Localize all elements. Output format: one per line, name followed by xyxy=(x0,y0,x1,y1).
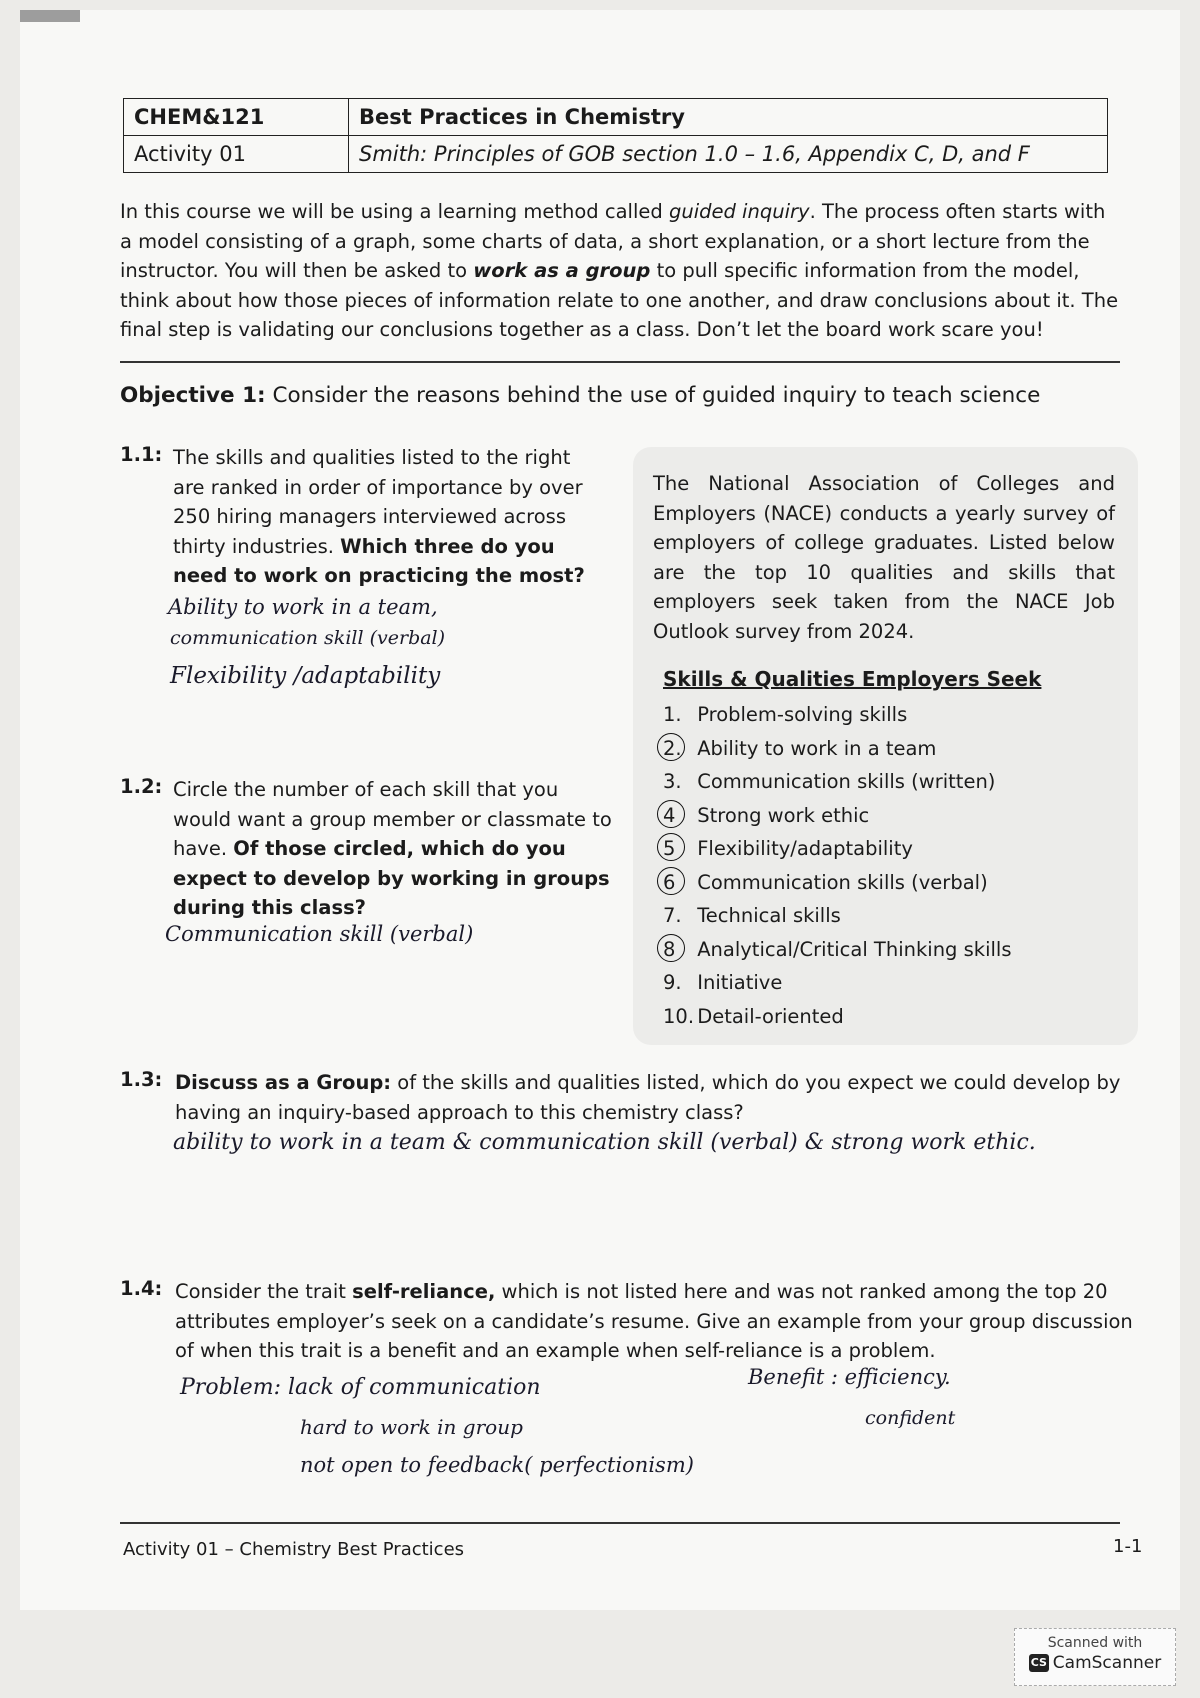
skill-label: Detail-oriented xyxy=(697,1004,844,1028)
skill-item xyxy=(663,971,1012,1005)
work-as-group-emphasis: work as a group xyxy=(473,259,651,282)
handwritten-answer: Benefit : efficiency. xyxy=(748,1365,951,1389)
skill-label: Flexibility/adaptability xyxy=(697,837,913,860)
camscanner-logo-icon: CS xyxy=(1029,1654,1049,1672)
skill-label: Communication skills (written) xyxy=(697,770,996,793)
question-1-1-text: The skills and qualities listed to the right are ranked in order of importance by over 250 hiring managers interviewed across thirty industries. Which three do you need to work on practicing the most? xyxy=(173,446,585,587)
skill-item xyxy=(663,703,1012,737)
handwritten-answer: ability to work in a team & communication skill (verbal) & strong work ethic. xyxy=(173,1130,1036,1155)
handwritten-answer: hard to work in group xyxy=(300,1415,523,1439)
skill-label: Analytical/Critical Thinking skills xyxy=(697,937,1012,961)
handwritten-answer: not open to feedback( perfectionism) xyxy=(300,1453,694,1477)
circled-skill-number: 5 xyxy=(663,837,691,860)
footer-divider xyxy=(120,1522,1120,1524)
course-code: CHEM&121 xyxy=(124,99,349,136)
nace-description: The National Association of Colleges and Employers (NACE) conducts a yearly survey of employers of college graduates. Listed below are the top 10 qualities and skills that employers seek taken from the NACE Job Outlook survey from 2024. xyxy=(653,472,1115,643)
skill-number: 9. xyxy=(663,971,682,994)
handwritten-answer: Flexibility /adaptability xyxy=(170,663,441,689)
reading-reference: Smith: Principles of GOB section 1.0 – 1.6, Appendix C, D, and F xyxy=(349,136,1108,173)
handwritten-answer: Communication skill (verbal) xyxy=(165,922,474,946)
handwritten-answer: communication skill (verbal) xyxy=(170,627,446,649)
skill-item xyxy=(663,770,1012,804)
skills-list xyxy=(663,703,1012,1038)
nace-info-box xyxy=(633,447,1138,1045)
handwritten-answer: Ability to work in a team, xyxy=(168,595,438,619)
skill-item xyxy=(663,1005,1012,1039)
handwritten-answer: Problem: lack of communication xyxy=(180,1375,541,1400)
question-1-4-text: Consider the trait self-reliance, which is not listed here and was not ranked among the top 20 attributes employer’s seek on a candidate’s resume. Give an example from your group discussion of when this trait is a benefit and an example when self-reliance is a problem. xyxy=(175,1280,1133,1362)
guided-inquiry-term: guided inquiry xyxy=(668,200,810,223)
question-number: 1.1: xyxy=(120,443,163,466)
handwritten-answer: confident xyxy=(865,1407,956,1429)
skill-label: Ability to work in a team xyxy=(697,736,937,760)
skill-item xyxy=(663,871,1012,905)
skill-number: 10. xyxy=(663,1004,695,1028)
intro-paragraph: In this course we will be using a learning method called guided inquiry. The process often starts with a model consisting of a graph, some charts of data, a short explanation, or a short lecture from the instructor. You will then be asked to work as a group to pull specific information from the model, think about how those pieces of information relate to one another, and draw conclusions about it. The final step is validating our conclusions together as a class. Don’t let the board work scare you! xyxy=(120,200,1119,341)
circled-skill-number: 2. xyxy=(663,737,691,760)
worksheet-page xyxy=(20,10,1180,1610)
objective-heading: Objective 1: Consider the reasons behind the use of guided inquiry to teach science xyxy=(120,383,1041,408)
section-divider xyxy=(120,361,1120,363)
skill-item xyxy=(663,804,1012,838)
skill-label: Initiative xyxy=(697,971,783,994)
skill-item xyxy=(663,837,1012,871)
question-number: 1.2: xyxy=(120,775,163,798)
skill-label: Technical skills xyxy=(697,904,841,927)
footer-activity-label: Activity 01 – Chemistry Best Practices xyxy=(123,1539,465,1560)
circled-skill-number: 8 xyxy=(663,938,691,961)
scanned-with-label: Scanned with xyxy=(1047,1635,1143,1651)
camscanner-brand: CS CamScanner xyxy=(1030,1653,1162,1673)
header-table xyxy=(123,98,1108,173)
skill-number: 1. xyxy=(663,703,682,726)
activity-label: Activity 01 xyxy=(124,136,349,173)
question-1-2-text: Circle the number of each skill that you would want a group member or classmate to have. Of those circled, which do you expect to develop by working in groups during this class? xyxy=(173,778,612,919)
skill-item xyxy=(663,938,1012,972)
camscanner-watermark xyxy=(1014,1628,1176,1686)
skills-heading: Skills & Qualities Employers Seek xyxy=(663,667,1042,691)
skill-number: 3. xyxy=(663,770,682,793)
worksheet-title: Best Practices in Chemistry xyxy=(349,99,1108,136)
circled-skill-number: 6 xyxy=(663,871,691,894)
skill-label: Communication skills (verbal) xyxy=(697,870,988,894)
skill-item xyxy=(663,737,1012,771)
scan-corner-mark xyxy=(20,10,80,22)
skill-number: 7. xyxy=(663,904,682,927)
question-1-3-text: Discuss as a Group: of the skills and qualities listed, which do you expect we could develop by having an inquiry-based approach to this chemistry class? xyxy=(175,1071,1121,1124)
page-number: 1-1 xyxy=(1113,1536,1143,1557)
question-number: 1.4: xyxy=(120,1277,163,1300)
question-number: 1.3: xyxy=(120,1068,163,1091)
skill-label: Problem-solving skills xyxy=(697,703,908,726)
skill-item xyxy=(663,904,1012,938)
skill-label: Strong work ethic xyxy=(697,803,870,827)
circled-skill-number: 4 xyxy=(663,804,691,827)
